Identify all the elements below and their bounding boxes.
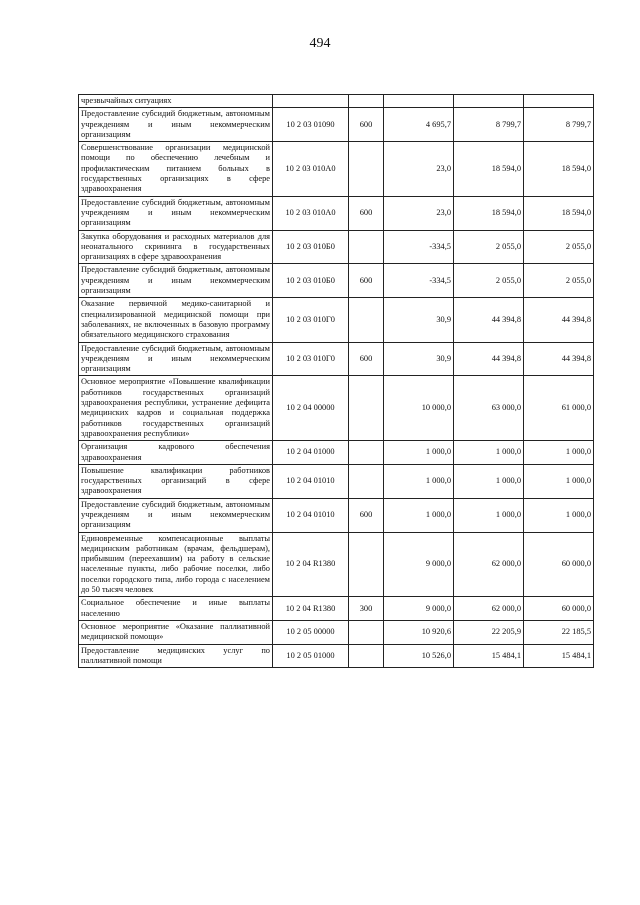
table-row — [79, 230, 594, 264]
row-amount-1: 10 526,0 — [384, 644, 454, 668]
row-amount-2: 2 055,0 — [454, 264, 524, 298]
row-amount-2: 8 799,7 — [454, 108, 524, 142]
row-expense-type — [349, 464, 384, 498]
row-expense-type: 600 — [349, 196, 384, 230]
row-amount-3: 1 000,0 — [524, 498, 594, 532]
row-code: 10 2 05 01000 — [273, 644, 349, 668]
row-amount-1: 10 000,0 — [384, 376, 454, 441]
row-expense-type — [349, 644, 384, 668]
row-amount-1: 30,9 — [384, 342, 454, 376]
row-code — [273, 95, 349, 108]
row-amount-1: 4 695,7 — [384, 108, 454, 142]
table-row — [79, 298, 594, 342]
row-expense-type: 600 — [349, 498, 384, 532]
row-amount-3: 2 055,0 — [524, 230, 594, 264]
row-amount-2: 44 394,8 — [454, 298, 524, 342]
row-expense-type — [349, 230, 384, 264]
row-amount-1: 1 000,0 — [384, 441, 454, 465]
row-expense-type — [349, 95, 384, 108]
table-row — [79, 264, 594, 298]
row-amount-1: 1 000,0 — [384, 464, 454, 498]
row-amount-1: 9 000,0 — [384, 532, 454, 597]
row-name: Предоставление субсидий бюджетным, автономным учреждениям и иным некоммерческим организациям — [79, 196, 273, 230]
row-amount-2: 63 000,0 — [454, 376, 524, 441]
row-name: Повышение квалификации работников государственных организаций в сфере здравоохранения — [79, 464, 273, 498]
row-amount-1: 10 920,6 — [384, 620, 454, 644]
row-expense-type — [349, 620, 384, 644]
row-code: 10 2 03 01090 — [273, 108, 349, 142]
row-expense-type — [349, 298, 384, 342]
row-code: 10 2 04 R1380 — [273, 532, 349, 597]
row-name: Основное мероприятие «Оказание паллиативной медицинской помощи» — [79, 620, 273, 644]
row-code: 10 2 04 01010 — [273, 464, 349, 498]
table-row — [79, 108, 594, 142]
row-amount-2: 18 594,0 — [454, 142, 524, 196]
table-row — [79, 342, 594, 376]
row-code: 10 2 04 R1380 — [273, 597, 349, 621]
row-amount-2: 1 000,0 — [454, 498, 524, 532]
row-amount-1: 1 000,0 — [384, 498, 454, 532]
row-amount-3: 60 000,0 — [524, 597, 594, 621]
row-code: 10 2 04 01000 — [273, 441, 349, 465]
row-name: Единовременные компенсационные выплаты медицинским работникам (врачам, фельдшерам), прибывшим (переехавшим) на работу в сельские населенные пункты, либо рабочие поселки, либо поселки городского типа, либо города с населением до 50 тысяч человек — [79, 532, 273, 597]
row-name: Основное мероприятие «Повышение квалификации работников государственных организаций здравоохранения республики, устранение дефицита медицинских кадров и социальная поддержка работников государственных организаций здравоохранения республики» — [79, 376, 273, 441]
table-row — [79, 376, 594, 441]
row-name: Оказание первичной медико-санитарной и специализированной медицинской помощи при заболеваниях, не включенных в базовую программу обязательного медицинского страхования — [79, 298, 273, 342]
row-code: 10 2 03 010Г0 — [273, 298, 349, 342]
row-amount-3: 15 484,1 — [524, 644, 594, 668]
row-expense-type — [349, 142, 384, 196]
table-row — [79, 498, 594, 532]
row-amount-3: 61 000,0 — [524, 376, 594, 441]
table-row — [79, 196, 594, 230]
row-amount-1: -334,5 — [384, 264, 454, 298]
row-amount-2: 22 205,9 — [454, 620, 524, 644]
row-amount-2: 62 000,0 — [454, 597, 524, 621]
budget-table-body — [79, 95, 594, 668]
row-name: Закупка оборудования и расходных материалов для неонатального скрининга в государственных организациях в сфере здравоохранения — [79, 230, 273, 264]
row-amount-2: 62 000,0 — [454, 532, 524, 597]
row-amount-3: 44 394,8 — [524, 342, 594, 376]
row-name: Предоставление медицинских услуг по паллиативной помощи — [79, 644, 273, 668]
row-name: Социальное обеспечение и иные выплаты населению — [79, 597, 273, 621]
row-amount-1: 9 000,0 — [384, 597, 454, 621]
row-amount-3: 18 594,0 — [524, 196, 594, 230]
table-row — [79, 142, 594, 196]
row-amount-2: 2 055,0 — [454, 230, 524, 264]
row-name: Предоставление субсидий бюджетным, автономным учреждениям и иным некоммерческим организациям — [79, 342, 273, 376]
row-expense-type: 600 — [349, 108, 384, 142]
row-amount-3: 1 000,0 — [524, 441, 594, 465]
budget-table — [78, 94, 594, 668]
row-code: 10 2 05 00000 — [273, 620, 349, 644]
row-amount-3: 1 000,0 — [524, 464, 594, 498]
row-expense-type: 300 — [349, 597, 384, 621]
row-amount-2: 44 394,8 — [454, 342, 524, 376]
table-row — [79, 95, 594, 108]
table-row — [79, 464, 594, 498]
row-amount-1: -334,5 — [384, 230, 454, 264]
row-amount-3: 18 594,0 — [524, 142, 594, 196]
row-expense-type — [349, 376, 384, 441]
row-amount-3: 60 000,0 — [524, 532, 594, 597]
table-row — [79, 597, 594, 621]
row-amount-2: 18 594,0 — [454, 196, 524, 230]
row-amount-1: 23,0 — [384, 196, 454, 230]
row-amount-2 — [454, 95, 524, 108]
row-amount-3: 8 799,7 — [524, 108, 594, 142]
row-code: 10 2 04 00000 — [273, 376, 349, 441]
table-row — [79, 620, 594, 644]
row-code: 10 2 03 010А0 — [273, 142, 349, 196]
row-code: 10 2 03 010Г0 — [273, 342, 349, 376]
row-name: Предоставление субсидий бюджетным, автономным учреждениям и иным некоммерческим организациям — [79, 264, 273, 298]
table-row — [79, 532, 594, 597]
row-code: 10 2 03 010А0 — [273, 196, 349, 230]
row-expense-type — [349, 441, 384, 465]
row-expense-type: 600 — [349, 264, 384, 298]
row-name: Предоставление субсидий бюджетным, автономным учреждениям и иным некоммерческим организациям — [79, 498, 273, 532]
row-amount-3: 44 394,8 — [524, 298, 594, 342]
row-expense-type — [349, 532, 384, 597]
row-amount-1: 23,0 — [384, 142, 454, 196]
row-amount-3 — [524, 95, 594, 108]
row-code: 10 2 03 010Б0 — [273, 264, 349, 298]
row-name: Организация кадрового обеспечения здравоохранения — [79, 441, 273, 465]
row-amount-2: 15 484,1 — [454, 644, 524, 668]
table-row — [79, 644, 594, 668]
row-amount-1 — [384, 95, 454, 108]
row-amount-1: 30,9 — [384, 298, 454, 342]
row-amount-2: 1 000,0 — [454, 441, 524, 465]
row-code: 10 2 04 01010 — [273, 498, 349, 532]
row-name: Совершенствование организации медицинской помощи по обеспечению лечебным и профилактическим питанием больных в государственных организациях в сфере здравоохранения — [79, 142, 273, 196]
row-code: 10 2 03 010Б0 — [273, 230, 349, 264]
row-name: чрезвычайных ситуациях — [79, 95, 273, 108]
row-amount-2: 1 000,0 — [454, 464, 524, 498]
row-expense-type: 600 — [349, 342, 384, 376]
table-row — [79, 441, 594, 465]
row-name: Предоставление субсидий бюджетным, автономным учреждениям и иным некоммерческим организациям — [79, 108, 273, 142]
row-amount-3: 22 185,5 — [524, 620, 594, 644]
row-amount-3: 2 055,0 — [524, 264, 594, 298]
page-number: 494 — [309, 36, 331, 51]
